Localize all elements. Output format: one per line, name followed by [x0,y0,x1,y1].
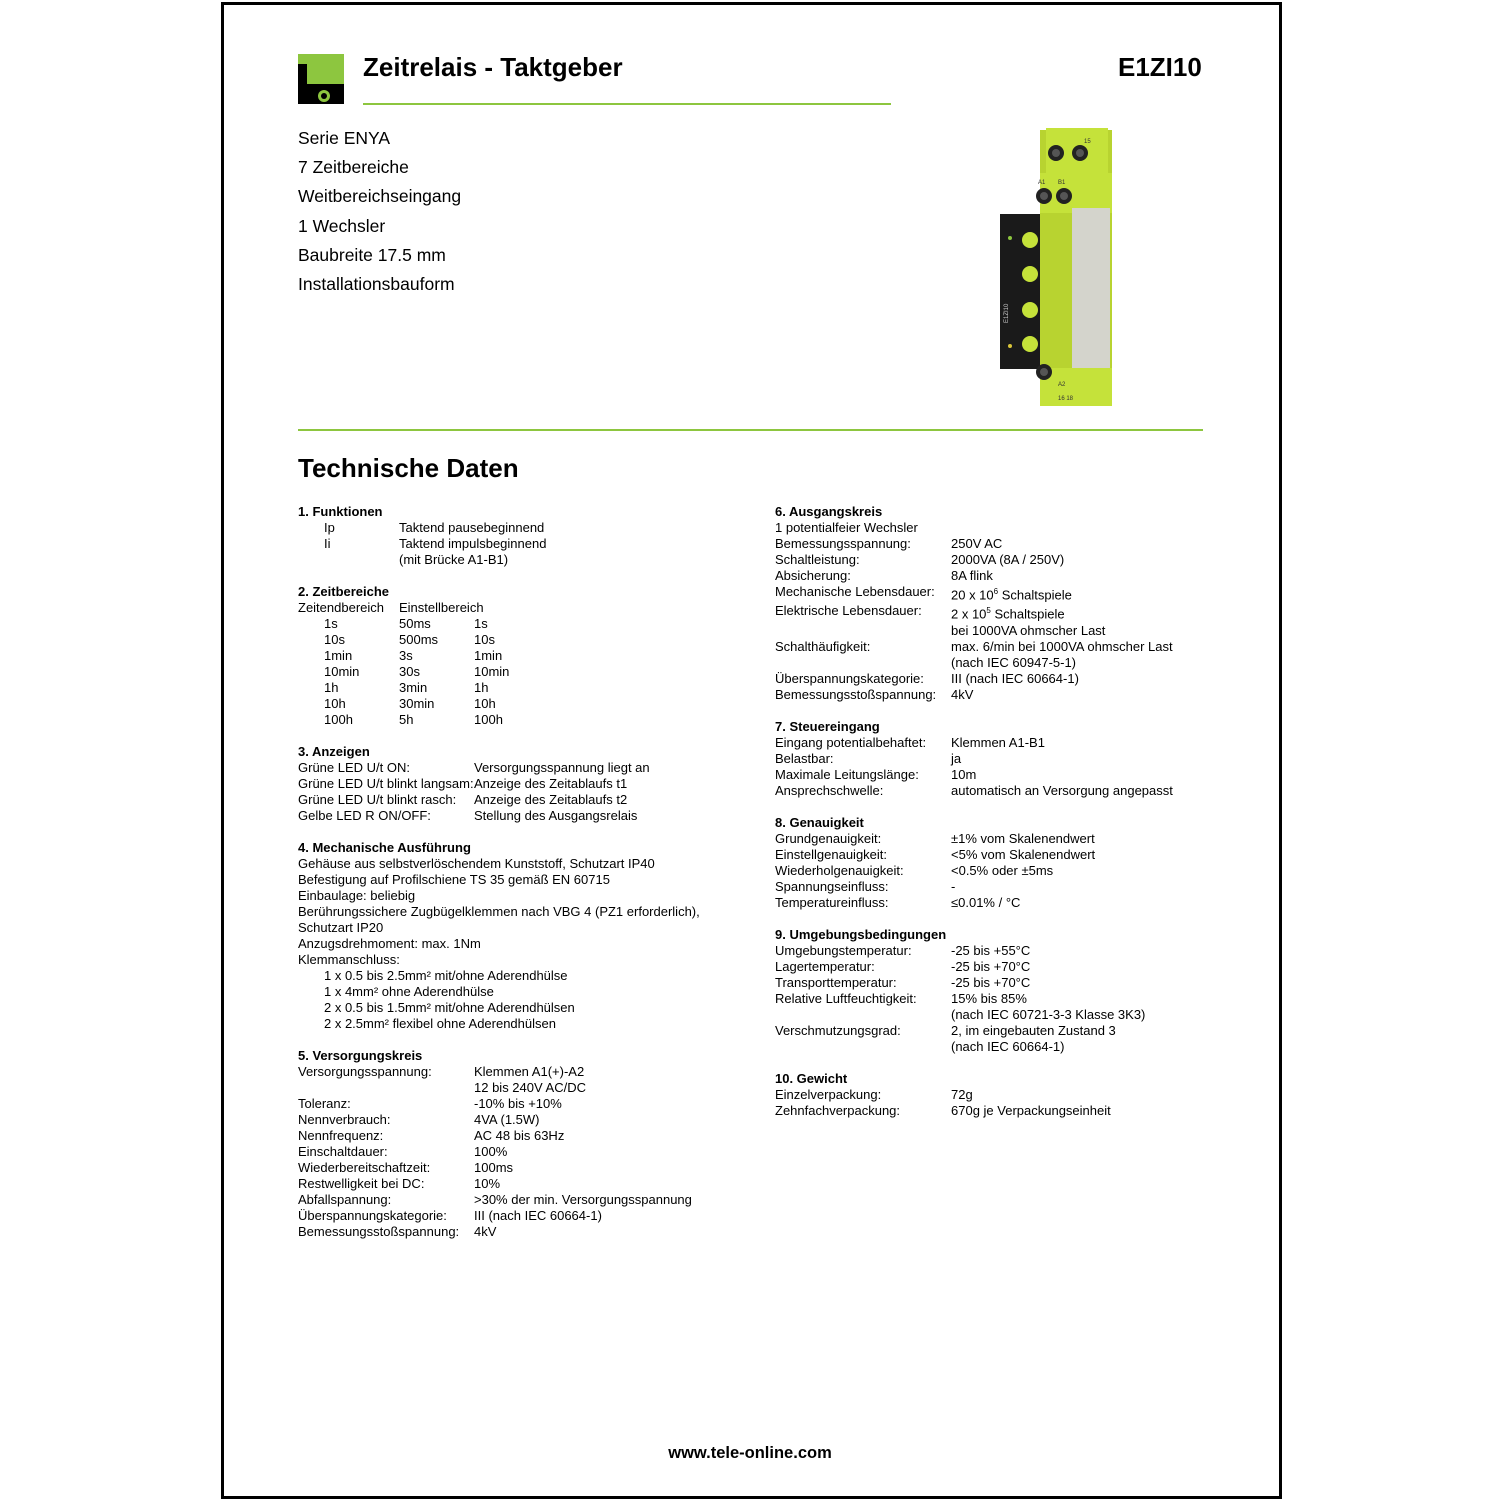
time-range-cell: 500ms [399,632,439,647]
spec-value [951,603,1215,622]
spec-value: >30% der min. Versorgungsspannung [474,1192,692,1207]
spec-value: 72g [951,1086,973,1102]
spec-label: Bemessungsstoßspannung: [298,1224,460,1239]
spec-value: III (nach IEC 60664-1) [474,1208,602,1223]
spec-label [775,1007,951,1023]
feature-list [298,124,461,299]
spec-value: -10% bis +10% [474,1096,562,1111]
svg-text:15: 15 [1084,139,1091,145]
spec-label: Temperatureinfluss: [775,894,889,910]
feature-item: Weitbereichseingang [298,186,462,207]
spec-label: Bemessungsspannung: [775,536,911,551]
spec-label: Versorgungsspannung: [298,1064,432,1079]
spec-label [298,1080,474,1096]
spec-label: Schaltleistung: [775,552,860,567]
function-code: Ip [324,520,335,535]
section-title: 5. Versorgungskreis [298,1048,423,1063]
spec-label: Gelbe LED R ON/OFF: [298,808,431,823]
spec-row [298,1208,758,1224]
time-range-row [298,616,758,632]
time-range-cell: 1h [474,680,489,695]
function-row [298,552,758,568]
time-range-cell: 1s [324,616,338,631]
spec-row [775,552,1215,568]
spec-label: Mechanische Lebensdauer: [775,584,935,599]
spec-row [298,1224,758,1240]
time-range-row [298,680,758,696]
spec-row [775,751,1215,767]
spec-row [298,1128,758,1144]
text-line: 1 x 0.5 bis 2.5mm² mit/ohne Aderendhülse [324,968,568,983]
spec-value-base: 20 x 10 [951,587,994,603]
spec-value: automatisch an Versorgung angepasst [951,782,1173,798]
spec-value: 250V AC [951,536,1003,551]
function-code [298,552,399,568]
text-line: 1 potentialfeier Wechsler [775,520,918,535]
spec-value: (nach IEC 60721-3-3 Klasse 3K3) [951,1006,1146,1022]
spec-label: Belastbar: [775,750,834,766]
spec-row [298,760,758,776]
spec-row [298,1080,758,1096]
spec-row [775,735,1215,751]
spec-label: Absicherung: [775,568,851,583]
text-line: Befestigung auf Profilschiene TS 35 gemäß EN 60715 [298,872,610,887]
spec-row [775,975,1215,991]
spec-label: Wiederbereitschaftzeit: [298,1160,431,1175]
section-title: 7. Steuereingang [775,718,880,734]
spec-row [298,1096,758,1112]
time-range-cell: 50ms [399,616,431,631]
spec-value: 10% [474,1176,501,1191]
spec-value: (nach IEC 60664-1) [951,1038,1065,1054]
spec-label: Relative Luftfeuchtigkeit: [775,990,917,1006]
time-range-cell: 30min [399,696,435,711]
feature-item: Serie ENYA [298,128,391,148]
spec-row [775,1023,1215,1039]
time-range-head: Einstellbereich [399,600,484,615]
spec-label: Einschaltdauer: [298,1144,388,1159]
time-range-cell: 5h [399,712,414,727]
function-desc: Taktend pausebeginnend [399,520,545,535]
section-title: 10. Gewicht [775,1070,848,1086]
tele-logo-icon [298,54,344,104]
time-range-cell: 30s [399,664,420,679]
section-title: 8. Genauigkeit [775,814,864,830]
text-line: 2 x 2.5mm² flexibel ohne Aderendhülsen [324,1016,556,1031]
time-range-row [298,664,758,680]
spec-value-base: 2 x 10 [951,606,987,622]
spec-label: Zehnfachverpackung: [775,1102,901,1118]
spec-value-rest: Schaltspiele [998,587,1072,603]
spec-value: 670g je Verpackungseinheit [951,1102,1111,1118]
time-range-cell: 10h [324,696,346,711]
spec-label: Abfallspannung: [298,1192,392,1207]
spec-label: Überspannungskategorie: [298,1208,447,1223]
spec-label [775,1039,951,1055]
section-genauigkeit [775,815,1215,911]
spec-value: 12 bis 240V AC/DC [474,1080,587,1095]
spec-row [775,863,1215,879]
section-title: 9. Umgebungsbedingungen [775,926,947,942]
spec-label: Restwelligkeit bei DC: [298,1176,425,1191]
spec-label: Transporttemperatur: [775,974,897,990]
svg-text:A2: A2 [1058,382,1066,388]
function-row [298,536,758,552]
function-code: Ii [324,536,331,551]
spec-label: Lagertemperatur: [775,958,875,974]
time-range-row [298,648,758,664]
spec-value: max. 6/min bei 1000VA ohmscher Last [951,638,1173,654]
spec-label [775,655,951,671]
spec-row [775,783,1215,799]
time-range-cell: 1s [474,616,488,631]
spec-value: ja [951,750,962,766]
time-range-header [298,600,758,616]
spec-row [775,536,1215,552]
time-range-row [298,632,758,648]
svg-text:A1: A1 [1038,180,1046,186]
spec-row [298,1192,758,1208]
section-title: 1. Funktionen [298,504,383,519]
spec-label: Toleranz: [298,1096,351,1111]
text-line: Klemmanschluss: [298,952,400,967]
spec-label: Grundgenauigkeit: [775,830,882,846]
spec-row [775,895,1215,911]
text-line: Schutzart IP20 [298,920,384,935]
section-mechanik [298,840,758,1032]
spec-value [951,584,1215,603]
feature-item: Installationsbauform [298,274,455,295]
spec-row [775,831,1215,847]
time-range-cell: 10min [324,664,360,679]
spec-row [775,767,1215,783]
section-title: 6. Ausgangskreis [775,504,883,519]
spec-value: 10m [951,766,977,782]
time-range-cell: 3min [399,680,428,695]
svg-text:16 18: 16 18 [1058,396,1074,402]
spec-value: Klemmen A1-B1 [951,734,1045,750]
spec-label: Ansprechschwelle: [775,782,884,798]
spec-value: <5% vom Skalenendwert [951,846,1096,862]
spec-row [775,671,1215,687]
spec-value: 8A flink [951,568,993,583]
right-column [775,504,1215,1135]
spec-value: AC 48 bis 63Hz [474,1128,565,1143]
time-range-cell: 3s [399,648,413,663]
time-range-head: Zeitendbereich [298,600,384,615]
spec-value: ≤0.01% / °C [951,894,1021,910]
spec-row [775,1039,1215,1055]
spec-row [298,776,758,792]
spec-value: -25 bis +55°C [951,942,1031,958]
spec-label: Spannungseinfluss: [775,878,889,894]
text-line: Gehäuse aus selbstverlöschendem Kunststoff, Schutzart IP40 [298,856,655,871]
spec-value: 100% [474,1144,508,1159]
section-funktionen [298,504,758,568]
function-desc: Taktend impulsbeginnend [399,536,547,551]
spec-row [775,584,1215,603]
time-range-cell: 10h [474,696,496,711]
svg-text:E1ZI10: E1ZI10 [1004,303,1010,323]
time-range-cell: 10s [324,632,345,647]
spec-label: Bemessungsstoßspannung: [775,686,937,702]
spec-row [775,847,1215,863]
spec-label: Nennverbrauch: [298,1112,391,1127]
section-title: 2. Zeitbereiche [298,584,390,599]
spec-value-rest: Schaltspiele [990,606,1065,622]
section-anzeigen [298,744,758,824]
spec-label: Einstellgenauigkeit: [775,846,888,862]
spec-value: 4VA (1.5W) [474,1112,540,1127]
section-zeitbereiche [298,584,758,728]
spec-label: Nennfrequenz: [298,1128,384,1143]
spec-value: - [951,878,956,894]
section-umgebung [775,927,1215,1055]
spec-label: Eingang potentialbehaftet: [775,734,927,750]
spec-value: 100ms [474,1160,514,1175]
spec-value: ±1% vom Skalenendwert [951,830,1095,846]
spec-exponent: 6 [993,587,999,596]
spec-row [775,623,1215,639]
time-range-row [298,712,758,728]
text-line: 1 x 4mm² ohne Aderendhülse [324,984,494,999]
spec-value: Anzeige des Zeitablaufs t2 [474,792,628,807]
spec-label: Grüne LED U/t blinkt langsam: [298,776,474,791]
section-heading: Technische Daten [298,453,519,483]
function-row [298,520,758,536]
time-range-cell: 1min [474,648,503,663]
spec-row [298,1112,758,1128]
spec-exponent: 5 [986,606,991,616]
spec-value: 2, im eingebauten Zustand 3 [951,1022,1116,1038]
title-underline [363,103,891,105]
time-range-cell: 1h [324,680,339,695]
spec-value: Klemmen A1(+)-A2 [474,1064,585,1079]
spec-row [298,1064,758,1080]
feature-item: 1 Wechsler [298,215,386,236]
spec-row [775,655,1215,671]
spec-row [775,879,1215,895]
time-range-cell: 1min [324,648,353,663]
spec-label: Schalthäufigkeit: [775,638,871,654]
spec-value: Stellung des Ausgangsrelais [474,808,638,823]
spec-row [298,1160,758,1176]
spec-row [775,959,1215,975]
spec-value: (nach IEC 60947-5-1) [951,654,1077,670]
left-column [298,504,758,1256]
spec-label: Überspannungskategorie: [775,670,924,686]
spec-label: Verschmutzungsgrad: [775,1022,901,1038]
spec-row [775,639,1215,655]
section-title: 4. Mechanische Ausführung [298,840,471,855]
section-separator [298,429,1203,431]
section-ausgang [775,504,1215,703]
spec-value: 15% bis 85% [951,990,1027,1006]
spec-label: Elektrische Lebensdauer: [775,603,922,619]
spec-value: Anzeige des Zeitablaufs t1 [474,776,628,791]
spec-row [775,991,1215,1007]
section-title: 3. Anzeigen [298,744,370,759]
spec-row [775,568,1215,584]
spec-label: Umgebungstemperatur: [775,942,912,958]
section-gewicht [775,1071,1215,1119]
product-image [1000,128,1115,408]
section-versorgung [298,1048,758,1240]
spec-row [775,687,1215,703]
spec-row [775,1103,1215,1119]
spec-value: 2000VA (8A / 250V) [951,552,1065,567]
spec-row [775,1007,1215,1023]
spec-value: <0.5% oder ±5ms [951,862,1054,878]
section-steuereingang [775,719,1215,799]
spec-row [298,808,758,824]
spec-value: III (nach IEC 60664-1) [951,670,1079,686]
footer-url[interactable]: www.tele-online.com [668,1444,832,1462]
spec-label [775,623,951,639]
spec-row [775,1087,1215,1103]
product-code: E1ZI10 [1118,52,1202,82]
spec-value: -25 bis +70°C [951,958,1031,974]
spec-row [298,792,758,808]
feature-item: Baubreite 17.5 mm [298,244,446,265]
spec-value: bei 1000VA ohmscher Last [951,622,1106,638]
spec-value: 4kV [951,686,974,702]
text-line: Einbaulage: beliebig [298,888,416,903]
text-line: Berührungssichere Zugbügelklemmen nach VBG 4 (PZ1 erforderlich), [298,904,700,919]
spec-value: -25 bis +70°C [951,974,1031,990]
spec-label: Einzelverpackung: [775,1086,882,1102]
spec-row [775,943,1215,959]
function-desc: (mit Brücke A1-B1) [399,552,509,567]
spec-value: 4kV [474,1224,497,1239]
spec-row [775,603,1215,622]
feature-item: 7 Zeitbereiche [298,157,409,178]
time-range-cell: 100h [474,712,503,727]
spec-label: Maximale Leitungslänge: [775,766,919,782]
spec-row [298,1176,758,1192]
time-range-row [298,696,758,712]
spec-label: Wiederholgenauigkeit: [775,862,904,878]
spec-row [298,1144,758,1160]
svg-text:B1: B1 [1058,180,1066,186]
text-line: Anzugsdrehmoment: max. 1Nm [298,936,481,951]
spec-label: Grüne LED U/t blinkt rasch: [298,792,457,807]
time-range-cell: 100h [324,712,353,727]
spec-label: Grüne LED U/t ON: [298,760,410,775]
page-title: Zeitrelais - Taktgeber [363,52,623,82]
time-range-cell: 10s [474,632,495,647]
text-line: 2 x 0.5 bis 1.5mm² mit/ohne Aderendhülsen [324,1000,575,1015]
time-range-cell: 10min [474,664,510,679]
spec-value: Versorgungsspannung liegt an [474,760,650,775]
